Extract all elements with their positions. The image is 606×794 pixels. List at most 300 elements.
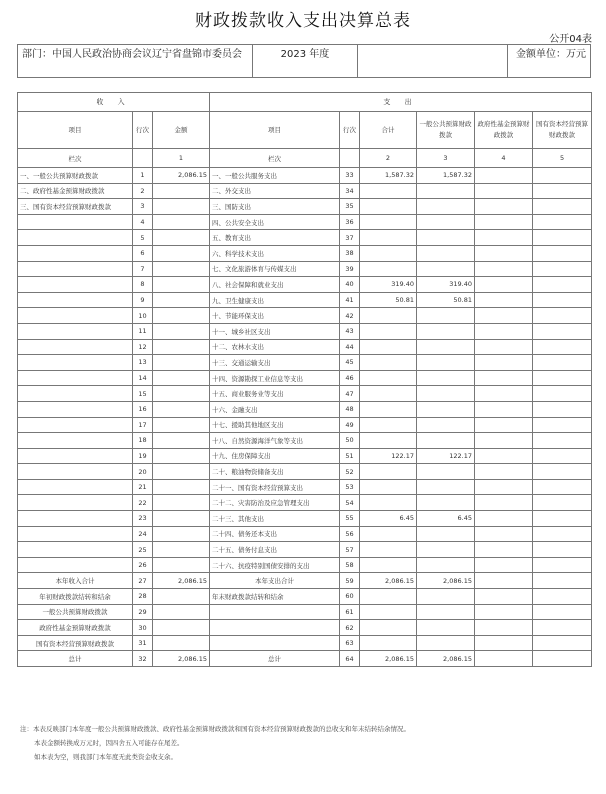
expense-general-cell: 6.45 xyxy=(417,511,475,527)
col-fund-budget: 政府性基金预算财政拨款 xyxy=(475,112,533,149)
expense-fund-cell xyxy=(475,401,533,417)
income-amount-cell: 2,086.15 xyxy=(153,651,210,667)
expense-item-cell xyxy=(210,635,340,651)
expense-general-cell xyxy=(417,479,475,495)
income-line-no-cell: 2 xyxy=(133,183,153,199)
colno-4: 4 xyxy=(475,149,533,168)
income-item-cell: 一、一般公共预算财政拨款 xyxy=(18,168,133,184)
colno-label: 栏次 xyxy=(18,149,133,168)
expense-fund-cell xyxy=(475,308,533,324)
table-row xyxy=(18,573,592,589)
income-amount-cell xyxy=(153,557,210,573)
expense-fund-cell xyxy=(475,448,533,464)
year-label: 2023 年度 xyxy=(253,45,358,77)
table-row xyxy=(18,589,592,605)
table-row xyxy=(18,355,592,371)
expense-line-no-cell: 45 xyxy=(340,355,360,371)
expense-fund-cell xyxy=(475,168,533,184)
expense-fund-cell xyxy=(475,230,533,246)
table-row xyxy=(18,277,592,293)
income-line-no-cell: 13 xyxy=(133,355,153,371)
col-item: 项目 xyxy=(18,112,133,149)
table-row xyxy=(18,230,592,246)
expense-soe-cell xyxy=(533,261,592,277)
table-row xyxy=(18,245,592,261)
expense-line-no-cell: 54 xyxy=(340,495,360,511)
expense-line-no-cell: 42 xyxy=(340,308,360,324)
expense-total-cell xyxy=(360,433,417,449)
expense-general-cell xyxy=(417,386,475,402)
expense-line-no-cell: 48 xyxy=(340,401,360,417)
expense-total-cell: 1,587.32 xyxy=(360,168,417,184)
expense-total-cell xyxy=(360,230,417,246)
colno-5: 5 xyxy=(533,149,592,168)
expense-general-cell xyxy=(417,323,475,339)
expense-item-cell: 本年支出合计 xyxy=(210,573,340,589)
expense-total-cell xyxy=(360,370,417,386)
col-line-no: 行次 xyxy=(133,112,153,149)
expense-total-cell: 319.40 xyxy=(360,277,417,293)
expense-soe-cell xyxy=(533,651,592,667)
expense-fund-cell xyxy=(475,292,533,308)
expense-soe-cell xyxy=(533,199,592,215)
expense-soe-cell xyxy=(533,635,592,651)
col-exp-item: 项目 xyxy=(210,112,340,149)
table-row xyxy=(18,183,592,199)
expense-general-cell xyxy=(417,433,475,449)
expense-total-cell xyxy=(360,355,417,371)
expense-item-cell: 十一、城乡社区支出 xyxy=(210,323,340,339)
income-item-cell: 政府性基金预算财政拨款 xyxy=(18,620,133,636)
income-line-no-cell: 19 xyxy=(133,448,153,464)
expense-item-cell: 二、外交支出 xyxy=(210,183,340,199)
expense-soe-cell xyxy=(533,214,592,230)
expense-item-cell: 三、国防支出 xyxy=(210,199,340,215)
col-amount: 金额 xyxy=(153,112,210,149)
income-item-cell xyxy=(18,370,133,386)
expense-item-cell: 十、节能环保支出 xyxy=(210,308,340,324)
income-line-no-cell: 1 xyxy=(133,168,153,184)
income-amount-cell xyxy=(153,230,210,246)
expense-total-cell: 6.45 xyxy=(360,511,417,527)
expense-soe-cell xyxy=(533,168,592,184)
expense-fund-cell xyxy=(475,542,533,558)
expense-item-cell: 十三、交通运输支出 xyxy=(210,355,340,371)
expense-item-cell: 二十六、抗疫特别国债安排的支出 xyxy=(210,557,340,573)
income-line-no-cell: 11 xyxy=(133,323,153,339)
expense-general-cell xyxy=(417,542,475,558)
table-row xyxy=(18,557,592,573)
expense-line-no-cell: 38 xyxy=(340,245,360,261)
table-row xyxy=(18,401,592,417)
expense-general-cell: 319.40 xyxy=(417,277,475,293)
income-line-no-cell: 9 xyxy=(133,292,153,308)
expense-total-cell xyxy=(360,386,417,402)
expense-soe-cell xyxy=(533,277,592,293)
expense-fund-cell xyxy=(475,386,533,402)
form-number: 公开04表 xyxy=(549,34,592,45)
expense-general-cell xyxy=(417,589,475,605)
expense-fund-cell xyxy=(475,557,533,573)
expense-soe-cell xyxy=(533,604,592,620)
income-amount-cell xyxy=(153,323,210,339)
expense-soe-cell xyxy=(533,308,592,324)
expense-line-no-cell: 40 xyxy=(340,277,360,293)
expense-general-cell xyxy=(417,401,475,417)
expense-line-no-cell: 63 xyxy=(340,635,360,651)
colno-3: 3 xyxy=(417,149,475,168)
expense-item-cell xyxy=(210,620,340,636)
income-amount-cell xyxy=(153,245,210,261)
expense-line-no-cell: 33 xyxy=(340,168,360,184)
expense-general-cell xyxy=(417,355,475,371)
expense-fund-cell xyxy=(475,199,533,215)
expense-line-no-cell: 55 xyxy=(340,511,360,527)
expense-fund-cell xyxy=(475,214,533,230)
expense-line-no-cell: 61 xyxy=(340,604,360,620)
income-amount-cell xyxy=(153,589,210,605)
expense-fund-cell xyxy=(475,183,533,199)
department-label: 部门：中国人民政治协商会议辽宁省盘锦市委员会 xyxy=(18,45,253,77)
income-item-cell xyxy=(18,495,133,511)
col-soe-budget: 国有资本经营预算财政拨款 xyxy=(533,112,592,149)
table-row xyxy=(18,292,592,308)
income-amount-cell xyxy=(153,526,210,542)
income-item-cell: 二、政府性基金预算财政拨款 xyxy=(18,183,133,199)
expense-soe-cell xyxy=(533,495,592,511)
income-item-cell xyxy=(18,542,133,558)
expense-fund-cell xyxy=(475,370,533,386)
expense-item-cell: 十六、金融支出 xyxy=(210,401,340,417)
expense-total-cell xyxy=(360,183,417,199)
expense-soe-cell xyxy=(533,245,592,261)
income-amount-cell xyxy=(153,433,210,449)
income-item-cell xyxy=(18,230,133,246)
expense-soe-cell xyxy=(533,339,592,355)
expense-line-no-cell: 34 xyxy=(340,183,360,199)
unit-label: 金额单位：万元 xyxy=(516,49,586,60)
income-item-cell: 年初财政拨款结转和结余 xyxy=(18,589,133,605)
expense-item-cell: 七、文化旅游体育与传媒支出 xyxy=(210,261,340,277)
table-row xyxy=(18,464,592,480)
expense-total-cell xyxy=(360,495,417,511)
income-item-cell xyxy=(18,448,133,464)
expense-soe-cell xyxy=(533,620,592,636)
expense-item-cell: 五、教育支出 xyxy=(210,230,340,246)
expense-line-no-cell: 49 xyxy=(340,417,360,433)
income-line-no-cell: 31 xyxy=(133,635,153,651)
expense-line-no-cell: 52 xyxy=(340,464,360,480)
expense-fund-cell xyxy=(475,355,533,371)
income-item-cell xyxy=(18,386,133,402)
page-title: 财政拨款收入支出决算总表 xyxy=(195,11,411,31)
expense-general-cell xyxy=(417,495,475,511)
expense-total-cell xyxy=(360,245,417,261)
expense-line-no-cell: 57 xyxy=(340,542,360,558)
expense-item-cell: 十五、商业服务业等支出 xyxy=(210,386,340,402)
expense-item-cell: 十八、自然资源海洋气象等支出 xyxy=(210,433,340,449)
expense-line-no-cell: 44 xyxy=(340,339,360,355)
table-row xyxy=(18,214,592,230)
income-line-no-cell: 22 xyxy=(133,495,153,511)
income-amount-cell xyxy=(153,479,210,495)
col-general-budget: 一般公共预算财政拨款 xyxy=(417,112,475,149)
income-amount-cell xyxy=(153,386,210,402)
expense-item-cell: 十二、农林水支出 xyxy=(210,339,340,355)
expense-item-cell: 二十五、债务付息支出 xyxy=(210,542,340,558)
expense-general-cell xyxy=(417,635,475,651)
income-item-cell xyxy=(18,464,133,480)
income-item-cell xyxy=(18,401,133,417)
income-item-cell xyxy=(18,511,133,527)
expense-fund-cell xyxy=(475,495,533,511)
table-row xyxy=(18,261,592,277)
table-row xyxy=(18,433,592,449)
income-line-no-cell: 4 xyxy=(133,214,153,230)
income-line-no-cell: 32 xyxy=(133,651,153,667)
table-row xyxy=(18,168,592,184)
expense-total-cell xyxy=(360,589,417,605)
income-item-cell xyxy=(18,479,133,495)
expense-total-cell xyxy=(360,620,417,636)
table-row xyxy=(18,635,592,651)
income-item-cell xyxy=(18,261,133,277)
expense-total-cell xyxy=(360,464,417,480)
expense-fund-cell xyxy=(475,464,533,480)
expense-item-cell: 二十一、国有资本经营预算支出 xyxy=(210,479,340,495)
income-amount-cell xyxy=(153,214,210,230)
section-income: 收 入 xyxy=(18,93,210,112)
expense-general-cell: 2,086.15 xyxy=(417,573,475,589)
expense-soe-cell xyxy=(533,370,592,386)
col-total: 合计 xyxy=(360,112,417,149)
expense-general-cell: 122.17 xyxy=(417,448,475,464)
income-line-no-cell: 12 xyxy=(133,339,153,355)
expense-total-cell xyxy=(360,417,417,433)
notes xyxy=(20,722,590,764)
income-amount-cell xyxy=(153,339,210,355)
expense-line-no-cell: 47 xyxy=(340,386,360,402)
income-line-no-cell: 27 xyxy=(133,573,153,589)
expense-item-cell: 二十、粮油物资储备支出 xyxy=(210,464,340,480)
income-amount-cell xyxy=(153,511,210,527)
expense-fund-cell xyxy=(475,245,533,261)
colno-exp-label: 栏次 xyxy=(210,149,340,168)
expense-line-no-cell: 58 xyxy=(340,557,360,573)
table-row xyxy=(18,323,592,339)
table-row xyxy=(18,651,592,667)
expense-general-cell xyxy=(417,370,475,386)
expense-line-no-cell: 53 xyxy=(340,479,360,495)
expense-item-cell: 二十三、其他支出 xyxy=(210,511,340,527)
income-line-no-cell: 26 xyxy=(133,557,153,573)
expense-general-cell xyxy=(417,308,475,324)
income-line-no-cell: 5 xyxy=(133,230,153,246)
expense-total-cell xyxy=(360,214,417,230)
table-row xyxy=(18,386,592,402)
income-amount-cell xyxy=(153,355,210,371)
expense-total-cell xyxy=(360,308,417,324)
income-amount-cell xyxy=(153,542,210,558)
table-row xyxy=(18,479,592,495)
expense-soe-cell xyxy=(533,433,592,449)
expense-item-cell: 六、科学技术支出 xyxy=(210,245,340,261)
expense-fund-cell xyxy=(475,433,533,449)
expense-general-cell xyxy=(417,230,475,246)
expense-line-no-cell: 51 xyxy=(340,448,360,464)
expense-fund-cell xyxy=(475,339,533,355)
expense-fund-cell xyxy=(475,323,533,339)
income-item-cell xyxy=(18,339,133,355)
expense-soe-cell xyxy=(533,417,592,433)
expense-line-no-cell: 50 xyxy=(340,433,360,449)
income-amount-cell xyxy=(153,277,210,293)
expense-total-cell xyxy=(360,323,417,339)
expense-line-no-cell: 64 xyxy=(340,651,360,667)
income-item-cell xyxy=(18,526,133,542)
expense-fund-cell xyxy=(475,511,533,527)
colno-blank xyxy=(133,149,153,168)
expense-general-cell xyxy=(417,620,475,636)
expense-soe-cell xyxy=(533,573,592,589)
income-item-cell: 总计 xyxy=(18,651,133,667)
income-line-no-cell: 14 xyxy=(133,370,153,386)
expense-general-cell xyxy=(417,339,475,355)
income-amount-cell xyxy=(153,370,210,386)
expense-item-cell: 九、卫生健康支出 xyxy=(210,292,340,308)
expense-soe-cell xyxy=(533,448,592,464)
expense-item-cell: 十七、援助其他地区支出 xyxy=(210,417,340,433)
note-line: 本表金额转换成万元时，因四舍五入可能存在尾差。 xyxy=(34,739,184,747)
expense-item-cell: 十四、资源勘探工业信息等支出 xyxy=(210,370,340,386)
expense-total-cell: 50.81 xyxy=(360,292,417,308)
income-amount-cell xyxy=(153,417,210,433)
expense-general-cell xyxy=(417,183,475,199)
expense-line-no-cell: 59 xyxy=(340,573,360,589)
expense-soe-cell xyxy=(533,526,592,542)
column-header-row xyxy=(18,112,592,149)
income-line-no-cell: 17 xyxy=(133,417,153,433)
income-amount-cell: 2,086.15 xyxy=(153,168,210,184)
expense-general-cell xyxy=(417,417,475,433)
income-line-no-cell: 8 xyxy=(133,277,153,293)
income-item-cell xyxy=(18,355,133,371)
table-row xyxy=(18,604,592,620)
table-row xyxy=(18,448,592,464)
expense-fund-cell xyxy=(475,604,533,620)
expense-soe-cell xyxy=(533,511,592,527)
expense-item-cell: 年末财政拨款结转和结余 xyxy=(210,589,340,605)
expense-general-cell xyxy=(417,526,475,542)
expense-total-cell xyxy=(360,199,417,215)
income-item-cell xyxy=(18,433,133,449)
income-line-no-cell: 30 xyxy=(133,620,153,636)
expense-general-cell xyxy=(417,245,475,261)
income-item-cell: 一般公共预算财政拨款 xyxy=(18,604,133,620)
expense-line-no-cell: 41 xyxy=(340,292,360,308)
income-amount-cell xyxy=(153,292,210,308)
expense-fund-cell xyxy=(475,277,533,293)
income-amount-cell xyxy=(153,620,210,636)
income-item-cell xyxy=(18,323,133,339)
income-amount-cell xyxy=(153,604,210,620)
income-line-no-cell: 24 xyxy=(133,526,153,542)
expense-total-cell xyxy=(360,557,417,573)
income-line-no-cell: 7 xyxy=(133,261,153,277)
expense-line-no-cell: 43 xyxy=(340,323,360,339)
expense-item-cell: 八、社会保障和就业支出 xyxy=(210,277,340,293)
table-row xyxy=(18,526,592,542)
expense-line-no-cell: 39 xyxy=(340,261,360,277)
income-line-no-cell: 3 xyxy=(133,199,153,215)
expense-line-no-cell: 36 xyxy=(340,214,360,230)
table-row xyxy=(18,620,592,636)
expense-total-cell xyxy=(360,261,417,277)
expense-line-no-cell: 60 xyxy=(340,589,360,605)
income-amount-cell xyxy=(153,183,210,199)
income-item-cell xyxy=(18,557,133,573)
expense-line-no-cell: 62 xyxy=(340,620,360,636)
expense-item-cell: 一、一般公共服务支出 xyxy=(210,168,340,184)
income-amount-cell xyxy=(153,199,210,215)
expense-general-cell xyxy=(417,604,475,620)
table-row xyxy=(18,370,592,386)
expense-line-no-cell: 37 xyxy=(340,230,360,246)
income-item-cell xyxy=(18,308,133,324)
expense-line-no-cell: 46 xyxy=(340,370,360,386)
expense-item-cell: 二十二、灾害防治及应急管理支出 xyxy=(210,495,340,511)
income-line-no-cell: 25 xyxy=(133,542,153,558)
expense-general-cell: 2,086.15 xyxy=(417,651,475,667)
expense-general-cell xyxy=(417,464,475,480)
table-row xyxy=(18,417,592,433)
expense-line-no-cell: 56 xyxy=(340,526,360,542)
expense-fund-cell xyxy=(475,526,533,542)
expense-general-cell xyxy=(417,557,475,573)
expense-item-cell: 二十四、债务还本支出 xyxy=(210,526,340,542)
table-row xyxy=(18,308,592,324)
income-item-cell xyxy=(18,245,133,261)
income-line-no-cell: 18 xyxy=(133,433,153,449)
expense-fund-cell xyxy=(475,479,533,495)
income-item-cell xyxy=(18,417,133,433)
table-row xyxy=(18,511,592,527)
expense-general-cell xyxy=(417,261,475,277)
income-item-cell: 国有资本经营预算财政拨款 xyxy=(18,635,133,651)
expense-total-cell xyxy=(360,526,417,542)
expense-fund-cell xyxy=(475,651,533,667)
col-exp-line-no: 行次 xyxy=(340,112,360,149)
income-line-no-cell: 16 xyxy=(133,401,153,417)
expense-total-cell xyxy=(360,542,417,558)
expense-soe-cell xyxy=(533,386,592,402)
section-header-row xyxy=(18,93,592,112)
expense-soe-cell xyxy=(533,355,592,371)
expense-general-cell xyxy=(417,214,475,230)
income-line-no-cell: 29 xyxy=(133,604,153,620)
budget-table xyxy=(17,92,592,667)
income-amount-cell xyxy=(153,464,210,480)
expense-item-cell xyxy=(210,604,340,620)
expense-total-cell: 2,086.15 xyxy=(360,651,417,667)
income-amount-cell: 2,086.15 xyxy=(153,573,210,589)
expense-total-cell xyxy=(360,401,417,417)
meta-bar xyxy=(17,44,591,78)
expense-fund-cell xyxy=(475,261,533,277)
note-line: 如本表为空，则我部门本年度无此类资金收支余。 xyxy=(34,753,177,761)
expense-total-cell xyxy=(360,635,417,651)
section-expense: 支 出 xyxy=(210,93,592,112)
